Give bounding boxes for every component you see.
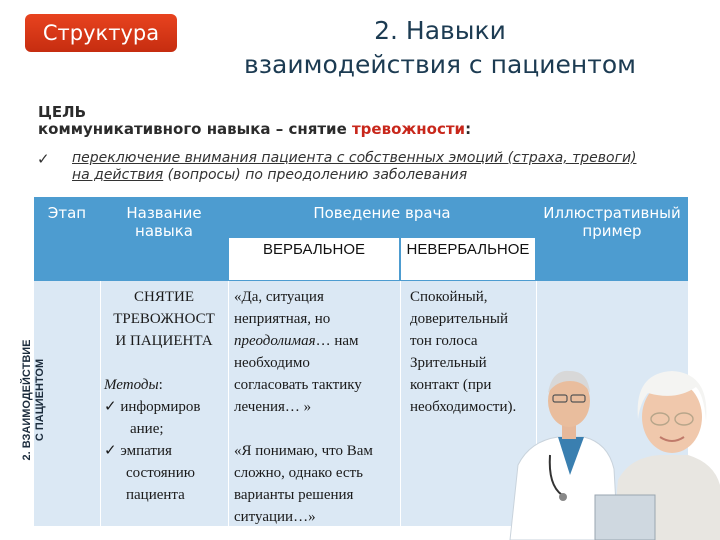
verbal-q2-line-3: варианты решения (234, 487, 354, 503)
goal-suffix: : (465, 120, 472, 138)
header-skill-name: Название навыка (100, 197, 228, 281)
skill-name (100, 286, 228, 352)
verbal-q1-line-3 (234, 330, 398, 352)
methods-colon: : (158, 377, 163, 393)
method-1-line-2: ание; (130, 421, 164, 437)
skill-name-line-2: ТРЕВОЖНОСТ (113, 311, 215, 327)
method-2-line-2: состоянию (126, 465, 195, 481)
subheader-verbal: ВЕРБАЛЬНОЕ (228, 237, 400, 281)
verbal-q1-line-1: «Да, ситуация (234, 289, 324, 305)
verbal-q2-line-2: сложно, однако есть (234, 465, 363, 481)
methods-label: Методы (104, 377, 159, 393)
nonverbal-line-3: тон голоса (410, 333, 478, 349)
skill-name-line-3: И ПАЦИЕНТА (115, 333, 213, 349)
page-title (220, 14, 660, 82)
section-badge: Структура (25, 14, 177, 52)
verbal-q1-italic: преодолимая (234, 333, 316, 349)
verbal-q1-line-6: лечения… » (234, 399, 312, 415)
nonverbal-line-4: Зрительный (410, 355, 487, 371)
methods-heading (100, 374, 228, 396)
stage-vertical-label: 2. ВЗАИМОДЕЙСТВИЕ С ПАЦИЕНТОМ (21, 339, 46, 461)
header-example: Иллюстративный пример (536, 197, 688, 281)
method-2-line-1: эмпатия (120, 443, 172, 459)
nonverbal-line-1: Спокойный, (410, 289, 488, 305)
subheader-nonverbal: НЕВЕРБАЛЬНОЕ (400, 237, 536, 281)
title-line-2: взаимодействия с пациентом (243, 50, 636, 79)
goal-label: ЦЕЛЬ (38, 103, 87, 121)
nonverbal-line-5: контакт (при (410, 377, 492, 393)
bullet-line-2-underlined: на действия (72, 167, 164, 183)
method-item-1 (100, 396, 228, 418)
doctor-patient-photo (500, 345, 720, 540)
goal-bullet (72, 150, 712, 184)
verbal-q1-line-2: неприятная, но (234, 311, 331, 327)
goal-prefix: коммуникативного навыка – снятие (38, 120, 352, 138)
header-behavior: Поведение врача (228, 197, 536, 237)
check-icon: ✓ (104, 399, 117, 415)
nonverbal-line-6: необходимости). (410, 399, 517, 415)
check-icon: ✓ (37, 150, 50, 168)
goal-highlight: тревожности (351, 120, 466, 138)
verbal-q1-after: … нам (315, 333, 359, 349)
method-item-2 (100, 440, 228, 462)
verbal-q1-line-4: необходимо (234, 355, 310, 371)
title-line-1: 2. Навыки (374, 16, 506, 45)
method-1-line-1: информиров (120, 399, 201, 415)
nonverbal-line-2: доверительный (410, 311, 508, 327)
skill-name-line-1: СНЯТИЕ (134, 289, 194, 305)
goal-text (38, 121, 471, 138)
laptop-screen (595, 495, 655, 540)
verbal-content (234, 286, 398, 528)
verbal-q1-line-5: согласовать тактику (234, 377, 362, 393)
verbal-q2-line-1: «Я понимаю, что Вам (234, 443, 373, 459)
skill-content (100, 286, 228, 506)
verbal-q2-line-4: ситуации…» (234, 509, 316, 525)
goal-block (38, 104, 471, 138)
bullet-line-2 (72, 167, 712, 184)
method-2-line-3: пациента (126, 487, 185, 503)
bullet-line-1: переключение внимания пациента с собственных эмоций (страха, тревоги) (72, 150, 637, 166)
bullet-line-2-rest: (вопросы) по преодолению заболевания (163, 167, 468, 183)
header-stage: Этап (34, 197, 100, 281)
check-icon: ✓ (104, 443, 117, 459)
